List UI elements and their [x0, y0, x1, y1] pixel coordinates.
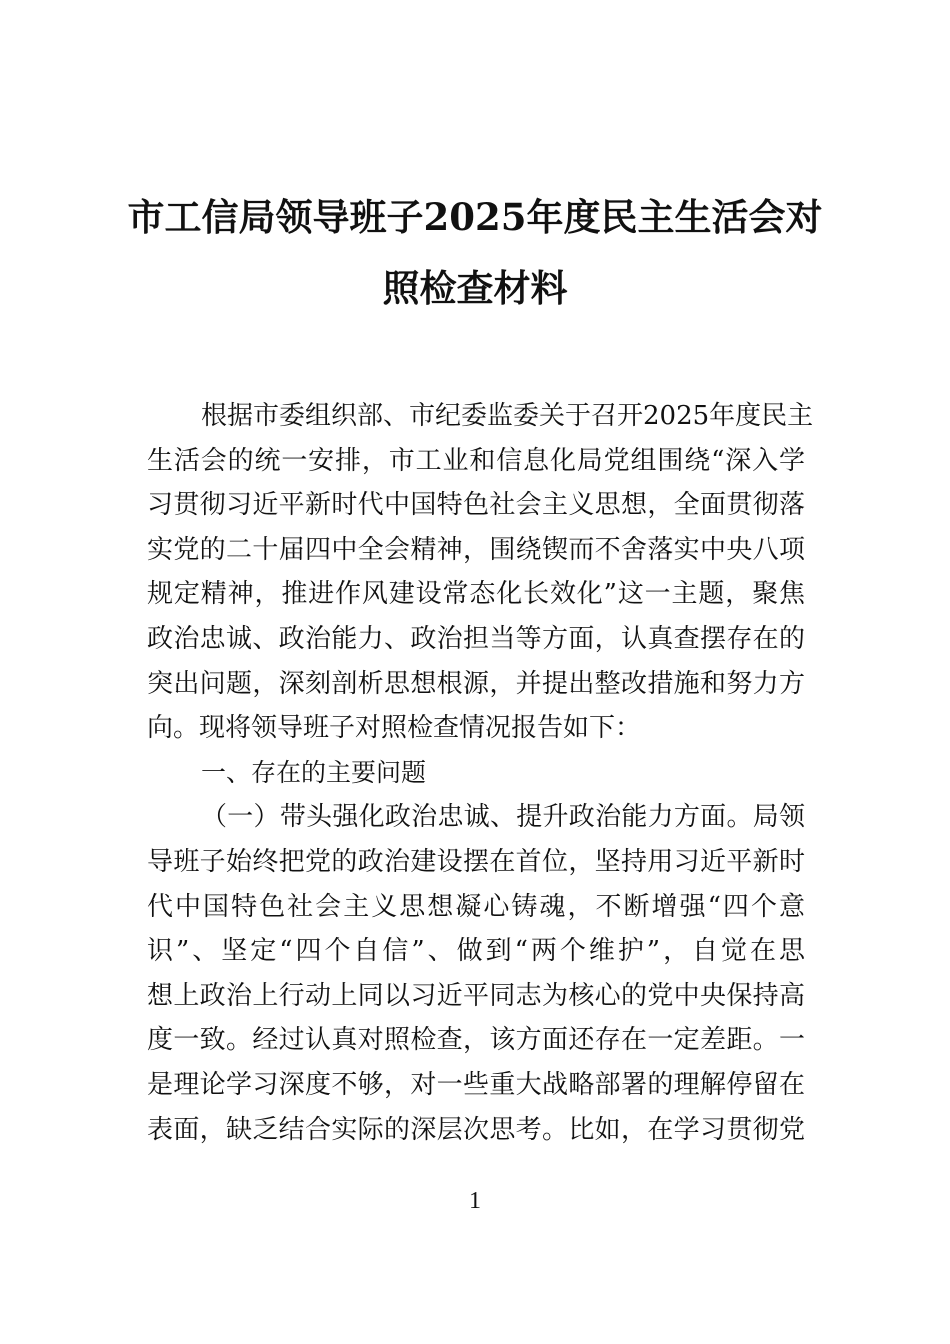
- paragraph-line: 向。现将领导班子对照检查情况报告如下：: [147, 713, 642, 744]
- paragraph-line: 生活会的统一安排，市工业和信息化局党组围绕“深入学: [147, 445, 805, 476]
- paragraph-line: 根据市委组织部、市纪委监委关于召开2025年度民主: [201, 401, 814, 431]
- paragraph-line: 代中国特色社会主义思想凝心铸魂，不断增强“四个意: [147, 891, 805, 922]
- paragraph-line: 习贯彻习近平新时代中国特色社会主义思想，全面贯彻落: [147, 490, 805, 521]
- document-title-line-1: 市工信局领导班子2025年度民主生活会对: [127, 195, 823, 239]
- paragraph-line: 识”、坚定“四个自信”、做到“两个维护”，自觉在思: [147, 936, 805, 967]
- paragraph-line: （一）带头强化政治忠诚、提升政治能力方面。局领: [201, 802, 805, 833]
- paragraph-line: 想上政治上行动上同以习近平同志为核心的党中央保持高: [147, 980, 805, 1011]
- paragraph-line: 突出问题，深刻剖析思想根源，并提出整改措施和努力方: [147, 668, 805, 699]
- document-title-line-2: 照检查材料: [382, 266, 568, 310]
- document-body: [147, 394, 814, 1152]
- paragraph-line: 表面，缺乏结合实际的深层次思考。比如，在学习贯彻党: [147, 1114, 805, 1145]
- paragraph-line: 实党的二十届四中全会精神，围绕锲而不舍落实中央八项: [147, 534, 805, 565]
- paragraph-line: 规定精神，推进作风建设常态化长效化”这一主题，聚焦: [147, 579, 805, 610]
- section-heading: 一、存在的主要问题: [201, 757, 427, 787]
- paragraph-line: 政治忠诚、政治能力、政治担当等方面，认真查摆存在的: [147, 623, 805, 654]
- paragraph-line: 导班子始终把党的政治建设摆在首位，坚持用习近平新时: [147, 846, 805, 877]
- page-number: 1: [469, 1188, 481, 1214]
- paragraph-line: 度一致。经过认真对照检查，该方面还存在一定差距。一: [147, 1025, 805, 1056]
- paragraph-line: 是理论学习深度不够，对一些重大战略部署的理解停留在: [147, 1069, 805, 1100]
